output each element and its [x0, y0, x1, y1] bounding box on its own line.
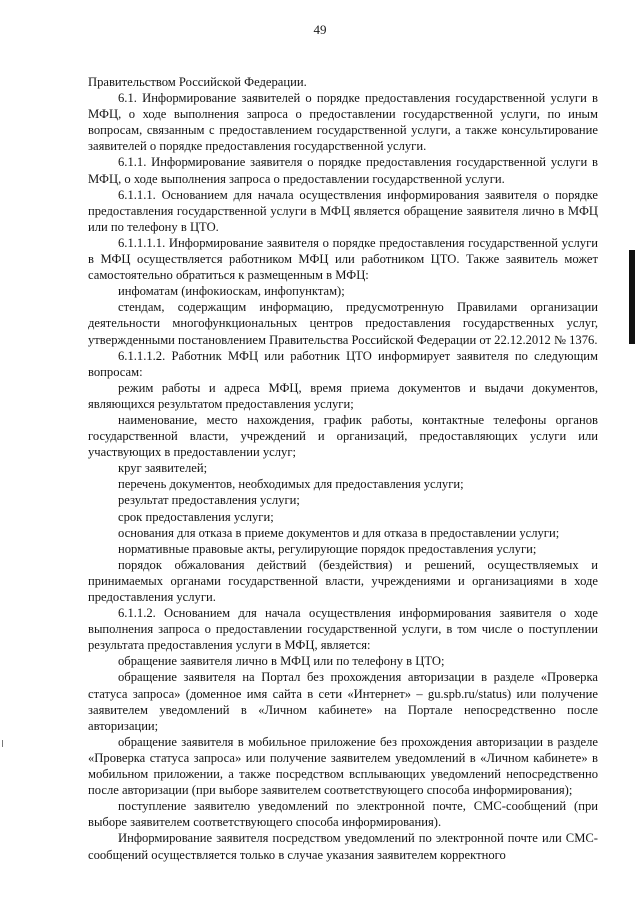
list-item: обращение заявителя в мобильное приложение без прохождения авторизации в разделе «Проверка статуса запроса» или получение заявителем уведомлений в «Личном кабинете» в мобильном приложении, а также посредством всплывающих уведомлений непосредственно после авторизации (при выборе заявителем соответствующего способа информирования);	[88, 734, 598, 798]
paragraph: Информирование заявителя посредством уведомлений по электронной почте или СМС-сообщений осуществляется только в случае указания заявителем корректного	[88, 831, 598, 862]
paragraph: Правительством Российской Федерации.	[88, 75, 307, 89]
list-item: результат предоставления услуги;	[118, 493, 300, 508]
list-item: стендам, содержащим информацию, предусмотренную Правилами организации деятельности многофункциональных центров предоставления государственных услуг, утвержденными постановлением Правительства Российской Федерации от 22.12.2012 № 1376.	[88, 300, 598, 347]
paragraph: 6.1.1.2. Основанием для начала осуществления информирования заявителя о ходе выполнения запроса о предоставлении государственной услуги, в том числе о поступлении результата предоставления услуги в МФЦ, является:	[88, 606, 598, 653]
list-item: поступление заявителю уведомлений по электронной почте, СМС-сообщений (при выборе заявителем соответствующего способа информирования).	[88, 799, 598, 830]
list-item: срок предоставления услуги;	[118, 509, 274, 524]
paragraph: 6.1.1.1. Основанием для начала осуществления информирования заявителя о порядке предоставления государственной услуги в МФЦ является обращение заявителя лично в МФЦ или по телефону в ЦТО.	[88, 187, 598, 234]
list-item: круг заявителей;	[118, 461, 208, 476]
page-number: 49	[313, 22, 327, 37]
list-item: порядок обжалования действий (бездействия) и решений, осуществляемых и принимаемых органами государственной власти, учреждениями и организациями в ходе предоставления услуги.	[88, 557, 598, 604]
paragraph: 6.1. Информирование заявителей о порядке предоставления государственной услуги в МФЦ, о ходе выполнения запроса о предоставлении государственной услуги, по иным вопросам, связанным с предоставлением государственной услуги, а также консультирование заявителей о порядке предоставления государственной услуги.	[88, 91, 598, 154]
paragraph: 6.1.1.1.2. Работник МФЦ или работник ЦТО информирует заявителя по следующим вопросам:	[88, 348, 598, 379]
margin-mark	[2, 740, 3, 747]
list-item: инфоматам (инфокиоскам, инфопунктам);	[118, 284, 345, 299]
margin-bar	[629, 250, 635, 344]
list-item: обращение заявителя лично в МФЦ или по телефону в ЦТО;	[118, 654, 445, 669]
list-item: основания для отказа в приеме документов и для отказа в предоставлении услуги;	[118, 525, 560, 540]
paragraph: 6.1.1.1.1. Информирование заявителя о порядке предоставления государственной услуги в МФЦ осуществляется работником МФЦ или работником ЦТО. Также заявитель может самостоятельно обратиться к размещенным в МФЦ:	[88, 235, 598, 283]
list-item: перечень документов, необходимых для предоставления услуги;	[118, 477, 464, 492]
paragraph: 6.1.1. Информирование заявителя о порядке предоставления государственной услуги в МФЦ, о ходе выполнения запроса о предоставлении государственной услуги.	[88, 155, 598, 186]
document-body	[88, 74, 598, 863]
list-item: обращение заявителя на Портал без прохождения авторизации в разделе «Проверка статуса запроса» (доменное имя сайта в сети «Интернет» – gu.spb.ru/status) или получение заявителем уведомлений в «Личном кабинете» на Портале непосредственно после авторизации;	[88, 670, 598, 733]
list-item: нормативные правовые акты, регулирующие порядок предоставления услуги;	[118, 541, 537, 556]
list-item: режим работы и адреса МФЦ, время приема документов и выдачи документов, являющихся результатом предоставления услуги;	[88, 380, 598, 411]
list-item: наименование, место нахождения, график работы, контактные телефоны органов государственной власти, учреждений и организаций, предоставляющих услуги или участвующих в предоставлении услуг;	[88, 412, 598, 460]
